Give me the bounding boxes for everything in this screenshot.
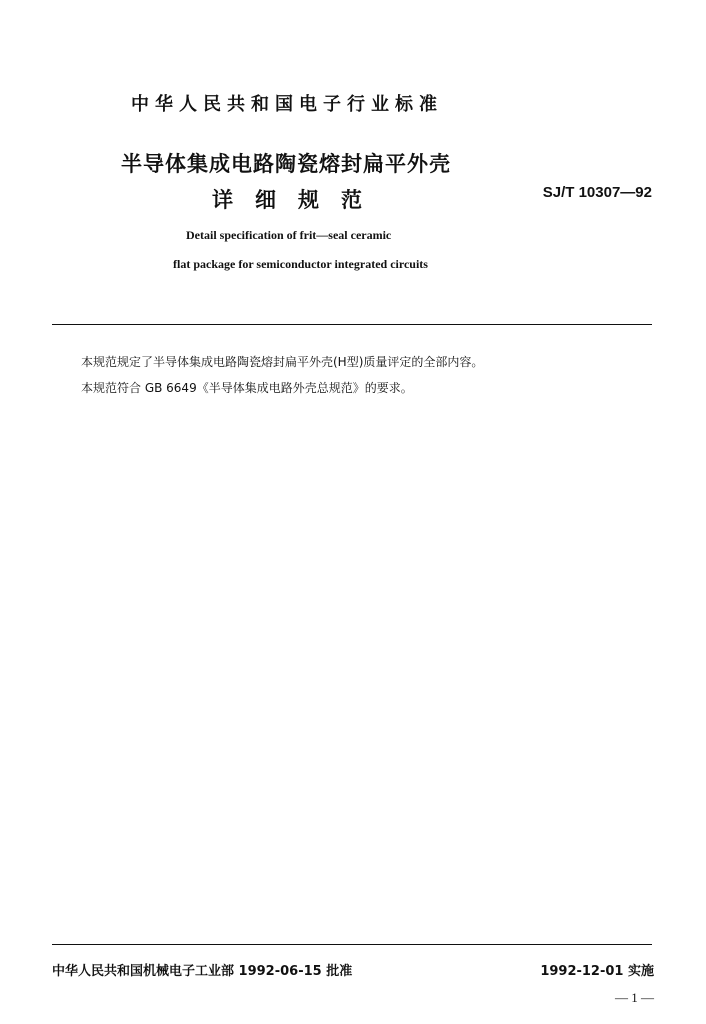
implementation-date: 1992-12-01 实施 — [540, 964, 654, 979]
standard-category: 中华人民共和国电子行业标准 — [131, 94, 443, 115]
page-number: — 1 — — [615, 990, 654, 1005]
standard-number: SJ/T 10307—92 — [542, 184, 652, 201]
english-title-line-2: flat package for semiconductor integrated circuits — [173, 257, 428, 271]
english-title-line-1: Detail specification of frit—seal ceramic — [186, 228, 392, 242]
approval-statement: 中华人民共和国机械电子工业部 1992-06-15 批准 — [52, 964, 353, 979]
header-divider — [52, 324, 652, 325]
body-paragraph-conformance: 本规范符合 GB 6649《半导体集成电路外壳总规范》的要求。 — [81, 381, 413, 395]
body-paragraph-scope: 本规范规定了半导体集成电路陶瓷熔封扁平外壳(H型)质量评定的全部内容。 — [81, 355, 484, 369]
document-title: 半导体集成电路陶瓷熔封扁平外壳 — [121, 152, 451, 176]
document-subtitle: 详细规范 — [212, 188, 384, 212]
footer-divider — [52, 944, 652, 945]
